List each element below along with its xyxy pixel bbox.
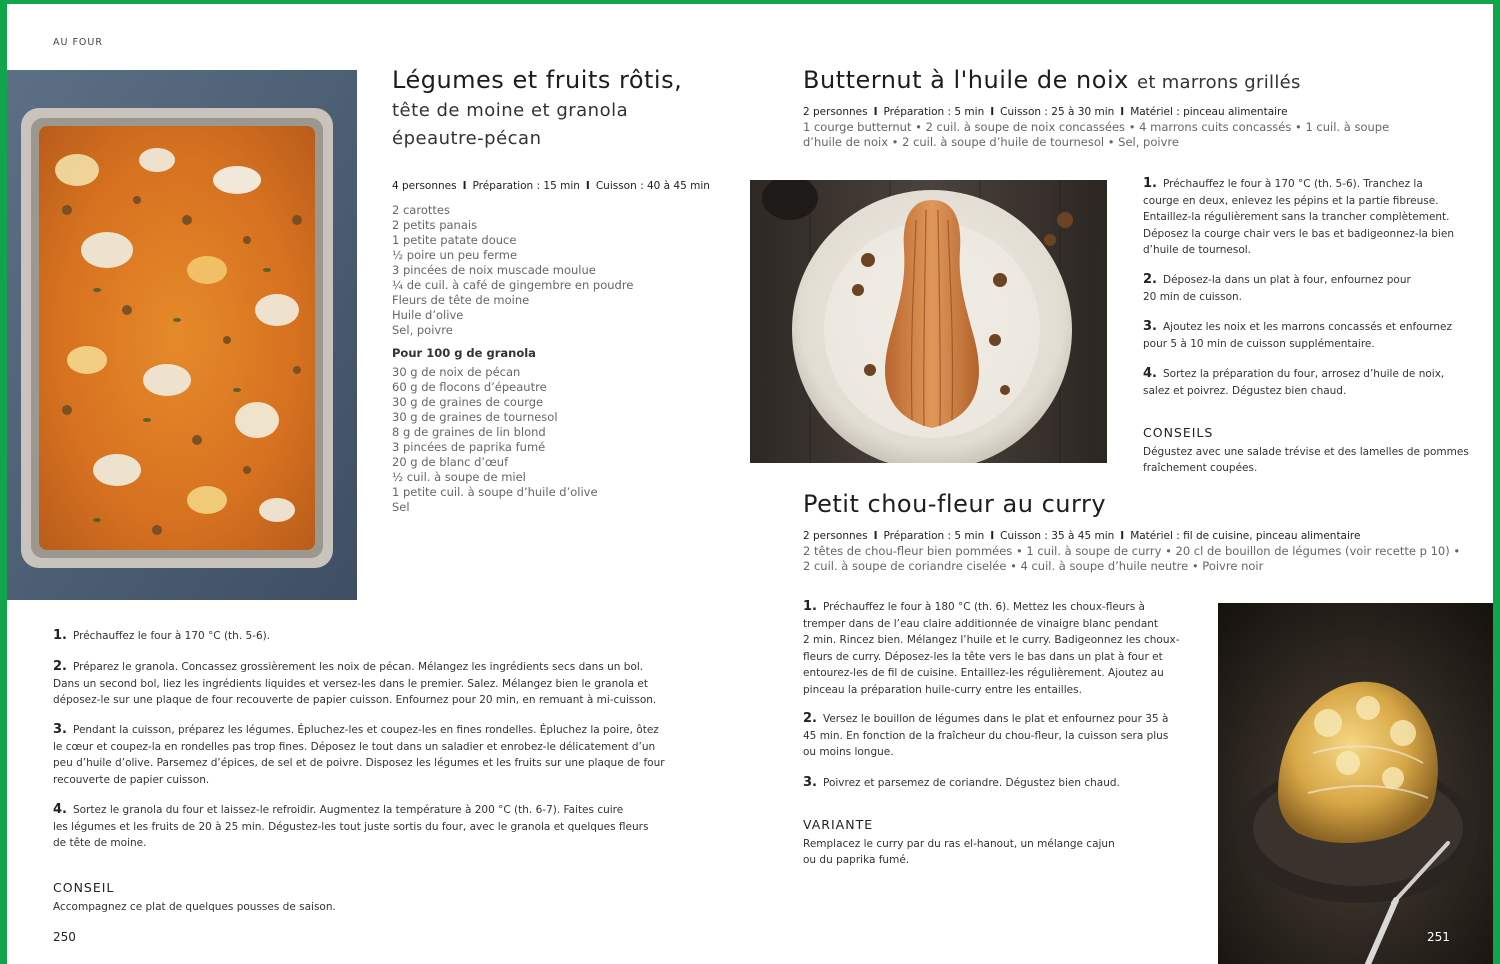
step-text: pinceau la préparation huile-curry entre les entailles. <box>803 683 1082 696</box>
step-text: pour 5 à 10 min de cuisson supplémentaire. <box>1143 337 1375 350</box>
step-number: 3. <box>53 722 67 737</box>
step-number: 1. <box>803 599 817 614</box>
step-text: Sortez le granola du four et laissez-le refroidir. Augmentez la température à 200 °C (th. 6-7). Faites cuire <box>72 804 624 816</box>
recipe1-ingredients <box>392 203 633 338</box>
tip-line: Dégustez avec une salade trévise et des lamelles de pommes <box>1143 446 1469 458</box>
page-frame-left <box>0 0 7 964</box>
granola-ingredients <box>392 365 598 515</box>
recipe3-tools: Matériel : fil de cuisine, pinceau alimentaire <box>1130 530 1361 542</box>
step-text: peu d’huile d’olive. Parsemez d’épices, de sel et de poivre. Disposez les légumes et les fruits sur une plaque de four <box>53 757 665 769</box>
step-text: fleurs de curry. Déposez-les la tête vers le bas dans un plat à four et <box>803 650 1163 663</box>
ingredient: ½ poire un peu ferme <box>392 248 518 262</box>
ingredient: 3 pincées de noix muscade moulue <box>392 263 596 277</box>
step-text: Pendant la cuisson, préparez les légumes. Épluchez-les et coupez-les en fines rondelles. Épluchez la poire, ôtez <box>72 724 659 736</box>
page-frame-right <box>1493 0 1500 964</box>
step-text: les légumes et les fruits de 20 à 25 min. Dégustez-les tout juste sortis du four, avec le granola et quelques fleurs <box>53 820 649 833</box>
step-text: d’huile de tournesol. <box>1143 244 1251 256</box>
recipe2-step-3 <box>1143 319 1452 352</box>
ingredient: 1 petite cuil. à soupe d’huile d’olive <box>392 485 598 499</box>
recipe3-prep-time: Préparation : 5 min <box>883 530 985 542</box>
recipe1-tip-heading: CONSEIL <box>53 880 115 895</box>
recipe2-step-1 <box>1143 176 1454 259</box>
granola-heading: Pour 100 g de granola <box>392 346 536 360</box>
step-text: Préchauffez le four à 170 °C (th. 5-6). <box>72 630 271 642</box>
recipe2-step-4 <box>1143 366 1444 399</box>
step-text: Déposez-la dans un plat à four, enfournez pour <box>1162 274 1411 286</box>
recipe3-tip <box>803 836 1115 868</box>
tip-line: ou du paprika fumé. <box>803 854 910 866</box>
recipe2-prep-time: Préparation : 5 min <box>883 106 985 118</box>
recipe3-step-1 <box>803 599 1180 698</box>
step-text: tremper dans de l’eau claire additionnée de vinaigre blanc pendant <box>803 617 1159 630</box>
recipe1-title: Légumes et fruits rôtis, <box>392 66 683 94</box>
ingredient: 1 petite patate douce <box>392 233 517 247</box>
tip-line: fraîchement coupées. <box>1143 462 1258 474</box>
ingredient: Fleurs de tête de moine <box>392 293 530 307</box>
step-text: le cœur et coupez-la en rondelles pas trop fines. Déposez le tout dans un saladier et enrobez-le délicatement d’un <box>53 740 656 753</box>
recipe2-tip-heading: CONSEILS <box>1143 425 1214 440</box>
ingredient: ½ cuil. à soupe de miel <box>392 470 526 484</box>
recipe2-servings: 2 personnes <box>803 106 868 118</box>
step-text: Préchauffez le four à 180 °C (th. 6). Mettez les choux-fleurs à <box>822 601 1145 613</box>
recipe2-tools: Matériel : pinceau alimentaire <box>1130 106 1288 118</box>
recipe2-title <box>803 66 1301 94</box>
photo-roasted-vegetables <box>7 70 357 600</box>
page-number-left: 250 <box>53 930 76 944</box>
recipe1-prep-time: Préparation : 15 min <box>472 180 580 192</box>
step-text: Ajoutez les noix et les marrons concassés et enfournez <box>1162 321 1453 333</box>
ingredient: Sel <box>392 500 410 514</box>
step-text: Dans un second bol, liez les ingrédients liquides et versez-les dans le premier. Salez. Mélangez bien le granola et <box>53 677 648 690</box>
recipe3-ingredients-line1: 2 têtes de chou-fleur bien pommées • 1 cuil. à soupe de curry • 20 cl de bouillon de légumes (voir recette p 10) • <box>803 544 1461 558</box>
step-text: Préchauffez le four à 170 °C (th. 5-6). Tranchez la <box>1162 178 1423 190</box>
page-frame-top <box>0 0 1500 4</box>
step-number: 1. <box>1143 176 1157 191</box>
ingredient: ¼ de cuil. à café de gingembre en poudre <box>392 278 634 292</box>
ingredient: 2 petits panais <box>392 218 478 232</box>
step-number: 4. <box>1143 366 1157 381</box>
recipe2-ingredients-line2: d’huile de noix • 2 cuil. à soupe d’huile de tournesol • Sel, poivre <box>803 135 1179 149</box>
step-number: 3. <box>803 775 817 790</box>
recipe2-title-main: Butternut à l'huile de noix <box>803 66 1129 94</box>
recipe1-subtitle-line1: tête de moine et granola <box>392 100 629 121</box>
recipe1-servings: 4 personnes <box>392 180 457 192</box>
photo-cauliflower <box>1218 603 1493 964</box>
recipe2-meta: 2 personnes I Préparation : 5 min I Cuisson : 25 à 30 min I Matériel : pinceau alimentaire <box>803 106 1288 118</box>
recipe3-step-2 <box>803 711 1168 761</box>
recipe3-step-3 <box>803 775 1120 792</box>
ingredient: 30 g de noix de pécan <box>392 365 521 379</box>
step-number: 2. <box>1143 272 1157 287</box>
step-text: déposez-le sur une plaque de four recouverte de papier cuisson. Enfournez pour 20 min, en remuant à mi-cuisson. <box>53 694 657 706</box>
step-text: Poivrez et parsemez de coriandre. Dégustez bien chaud. <box>822 777 1120 789</box>
step-text: 45 min. En fonction de la fraîcheur du chou-fleur, la cuisson sera plus <box>803 729 1169 742</box>
recipe3-title: Petit chou-fleur au curry <box>803 490 1107 518</box>
step-text: de tête de moine. <box>53 837 147 849</box>
recipe1-step-4 <box>53 802 648 852</box>
step-number: 2. <box>803 711 817 726</box>
step-text: entourez-les de fil de cuisine. Entaillez-les régulièrement. Ajoutez au <box>803 667 1164 679</box>
step-text: Versez le bouillon de légumes dans le plat et enfournez pour 35 à <box>822 713 1169 725</box>
ingredient: 20 g de blanc d’œuf <box>392 455 509 469</box>
step-number: 1. <box>53 628 67 643</box>
recipe3-cook-time: Cuisson : 35 à 45 min <box>1000 530 1115 542</box>
recipe3-tip-heading: VARIANTE <box>803 817 874 832</box>
recipe3-ingredients-line2: 2 cuil. à soupe de coriandre ciselée • 4 cuil. à soupe d’huile neutre • Poivre noir <box>803 559 1264 573</box>
recipe3-meta: 2 personnes I Préparation : 5 min I Cuisson : 35 à 45 min I Matériel : fil de cuisine, pinceau alimentaire <box>803 530 1361 542</box>
recipe2-step-2 <box>1143 272 1411 305</box>
step-text: recouverte de papier cuisson. <box>53 773 210 786</box>
ingredient: Huile d’olive <box>392 308 464 322</box>
step-text: Préparez le granola. Concassez grossièrement les noix de pécan. Mélangez les ingrédients secs dans un bol. <box>72 661 644 673</box>
section-tag: AU FOUR <box>53 37 103 48</box>
ingredient: Sel, poivre <box>392 323 453 337</box>
step-number: 3. <box>1143 319 1157 334</box>
ingredient: 60 g de flocons d’épeautre <box>392 380 547 394</box>
step-text: Entaillez-la régulièrement sans la trancher complètement. <box>1143 211 1450 223</box>
ingredient: 30 g de graines de courge <box>392 395 544 409</box>
recipe1-step-3 <box>53 722 665 788</box>
step-number: 4. <box>53 802 67 817</box>
step-text: Déposez la courge chair vers le bas et badigeonnez-la bien <box>1143 227 1455 240</box>
ingredient: 3 pincées de paprika fumé <box>392 440 546 454</box>
recipe2-ingredients-line1: 1 courge butternut • 2 cuil. à soupe de noix concassées • 4 marrons cuits concassés • 1 cuil. à soupe <box>803 120 1390 134</box>
recipe3-servings: 2 personnes <box>803 530 868 542</box>
recipe1-tip: Accompagnez ce plat de quelques pousses de saison. <box>53 901 336 913</box>
recipe1-step-2 <box>53 659 656 709</box>
ingredient: 2 carottes <box>392 203 450 217</box>
step-text: 2 min. Rincez bien. Mélangez l’huile et le curry. Badigeonnez les choux- <box>803 634 1180 646</box>
step-number: 2. <box>53 659 67 674</box>
ingredient: 30 g de graines de tournesol <box>392 410 558 424</box>
step-text: Sortez la préparation du four, arrosez d’huile de noix, <box>1162 368 1445 380</box>
recipe1-subtitle-line2: épeautre-pécan <box>392 128 542 149</box>
ingredient: 8 g de graines de lin blond <box>392 425 546 439</box>
step-text: 20 min de cuisson. <box>1143 290 1243 303</box>
step-text: ou moins longue. <box>803 746 894 758</box>
step-text: courge en deux, enlevez les pépins et la partie fibreuse. <box>1143 194 1439 207</box>
tip-line: Remplacez le curry par du ras el-hanout, un mélange cajun <box>803 838 1115 850</box>
recipe1-cook-time: Cuisson : 40 à 45 min <box>595 180 710 192</box>
recipe2-tip <box>1143 444 1469 476</box>
page-number-right: 251 <box>1427 930 1450 944</box>
step-text: salez et poivrez. Dégustez bien chaud. <box>1143 384 1347 397</box>
recipe2-title-rest: et marrons grillés <box>1136 72 1301 93</box>
recipe1-meta: 4 personnes I Préparation : 15 min I Cuisson : 40 à 45 min <box>392 180 710 192</box>
recipe2-cook-time: Cuisson : 25 à 30 min <box>1000 106 1115 118</box>
recipe1-step-1 <box>53 628 270 645</box>
photo-butternut <box>750 180 1107 463</box>
